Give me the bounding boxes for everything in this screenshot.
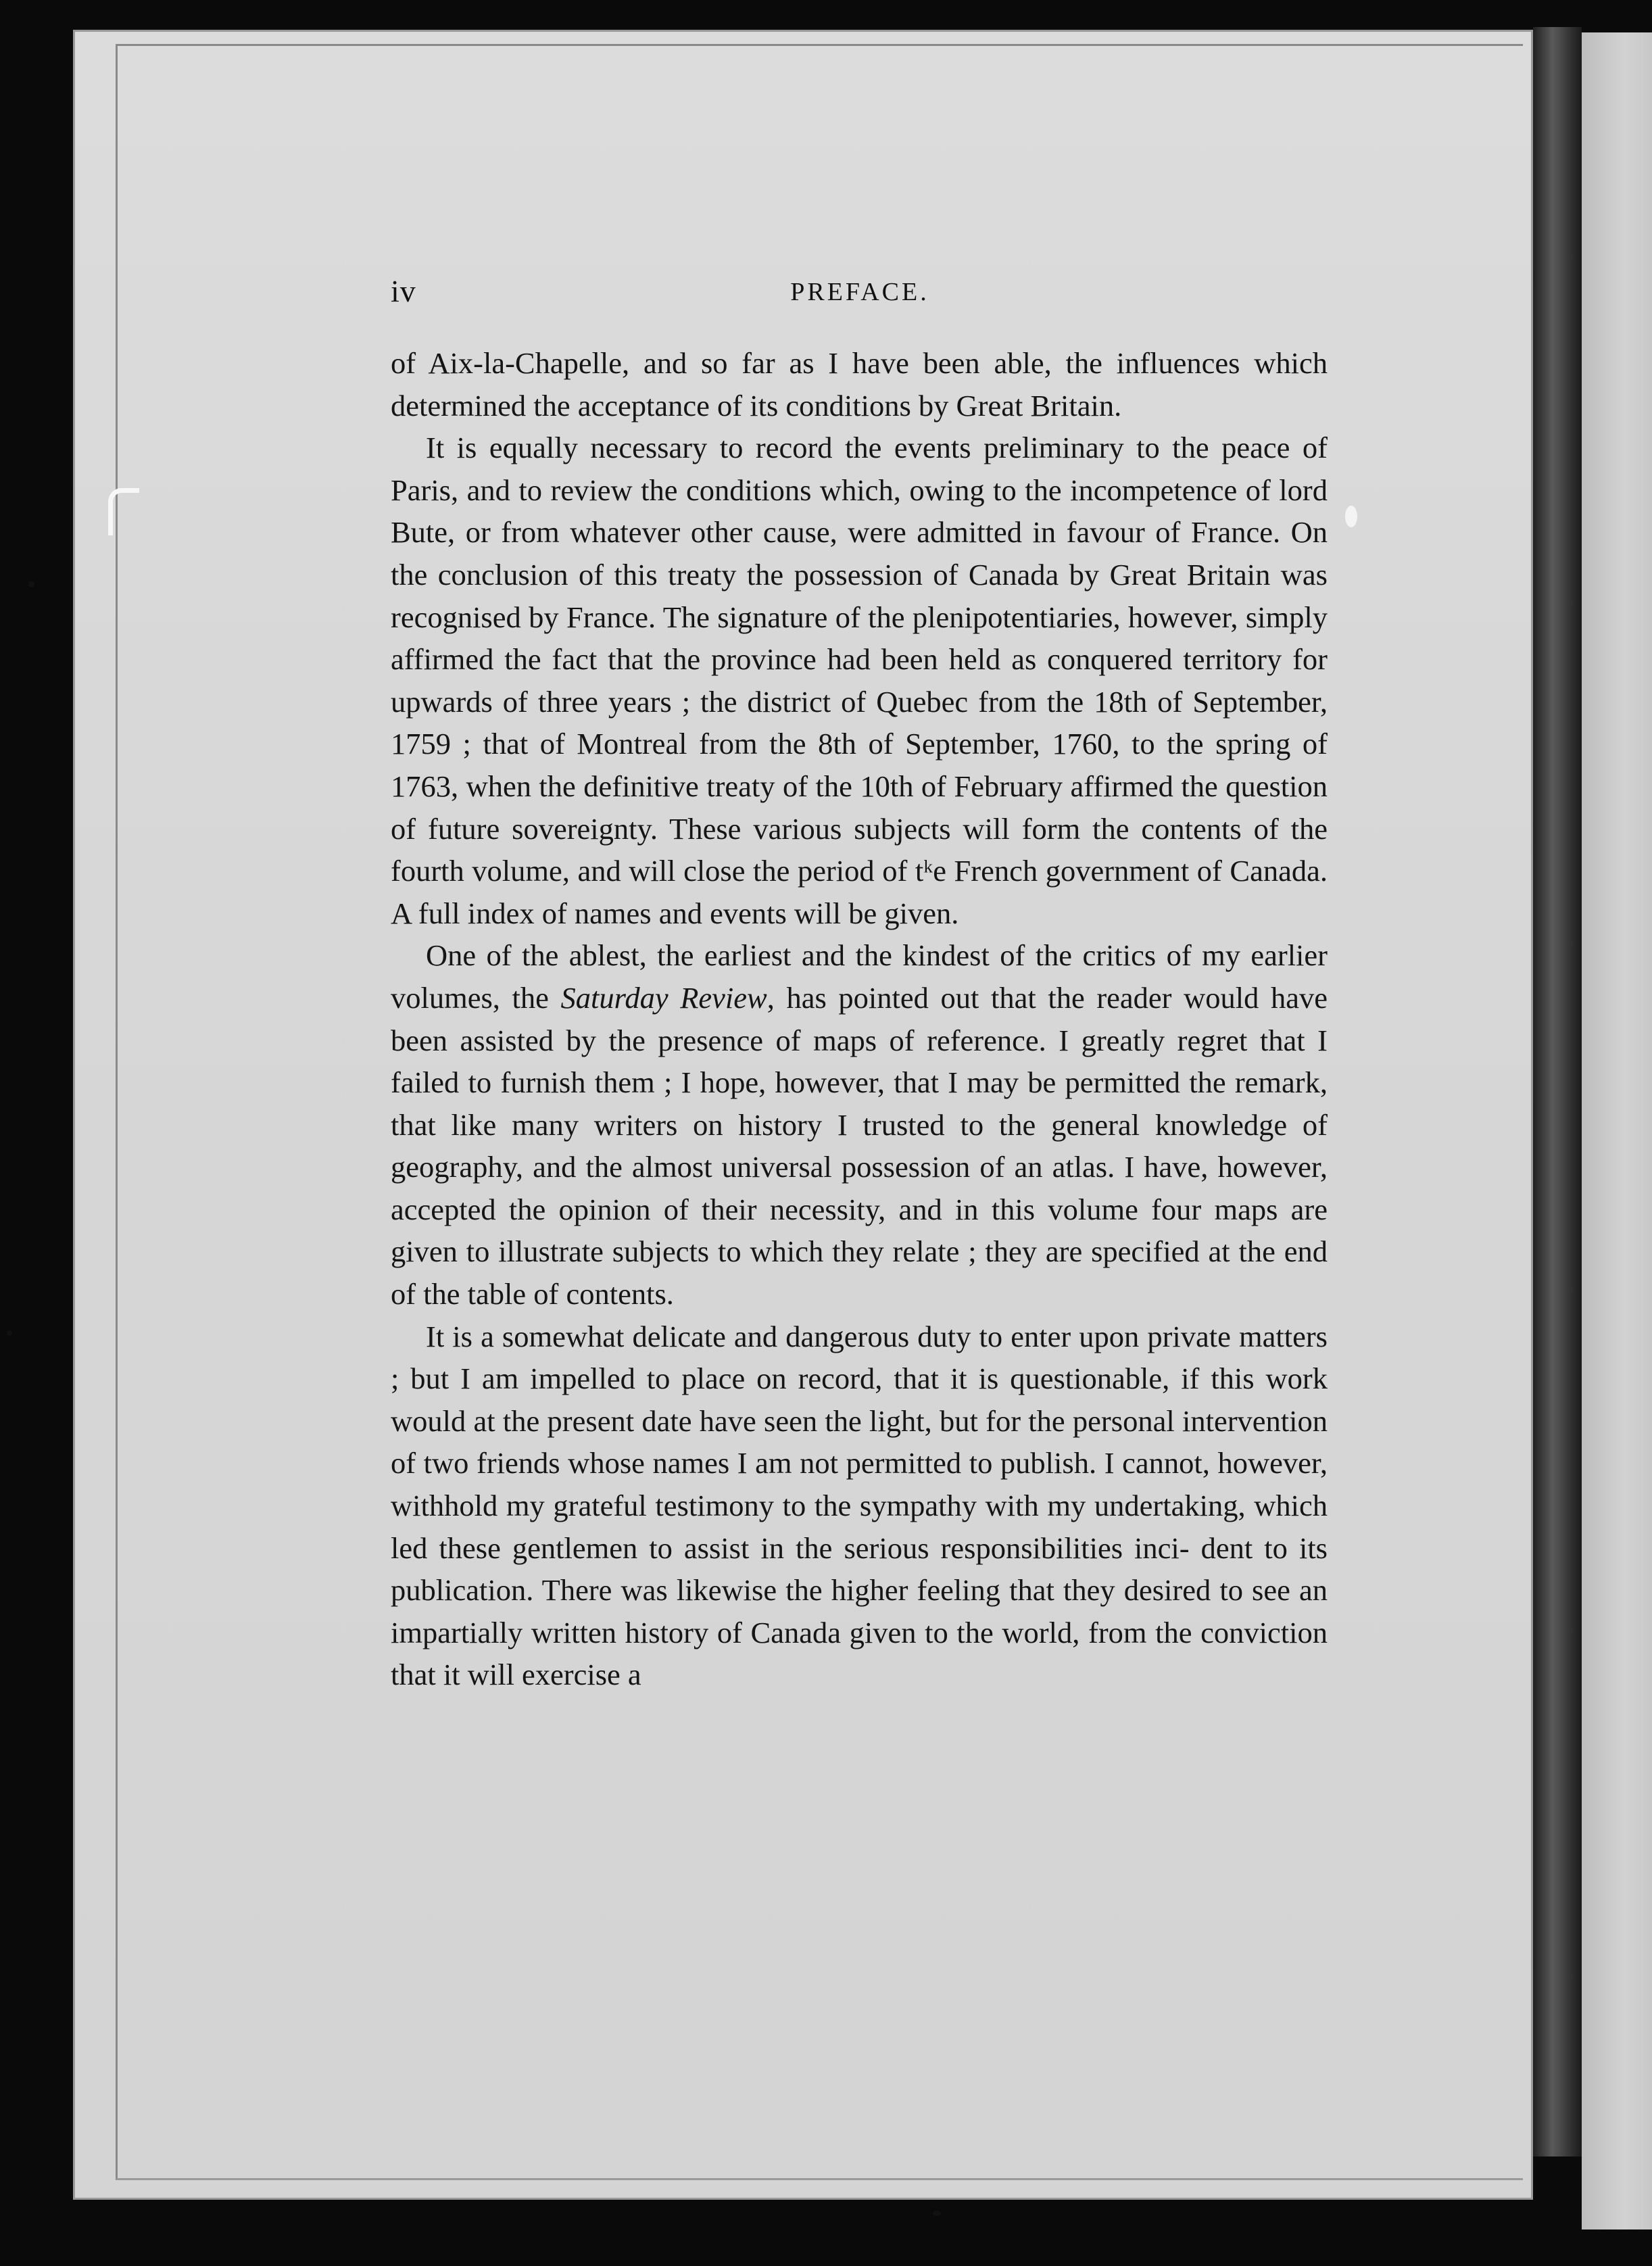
scan-corner-mark xyxy=(108,488,139,535)
page-heading: PREFACE. xyxy=(790,278,929,306)
paragraph-4: It is a somewhat delicate and dangerous duty to enter upon private matters ; but I am impelled to place on record, that it is questionable, if this work would at the present date have seen the light, but for the personal intervention of two friends whose names I am not permitted to publish. I cannot, however, withhold my grateful testimony to the sympathy with my undertaking, which led these gentlemen to assist in the serious responsibilities inci- dent to its publication. There was likewise the higher feeling that they desired to see an impartially written history of Canada given to the world, from the conviction that it will exercise a xyxy=(391,1319,1328,1692)
scan-speck xyxy=(28,581,34,587)
paragraph-3-text-before: One of the ablest, the earliest and the kindest of the critics of my earlier volumes, the xyxy=(391,938,1328,1015)
paragraph-1: of Aix-la-Chapelle, and so far as I have been able, the influences which determined the acceptance of its conditions by Great Britain. xyxy=(391,346,1328,423)
book-binding-shadow xyxy=(1533,27,1582,2156)
scan-speck xyxy=(7,1330,12,1336)
scan-speck xyxy=(1345,506,1357,527)
running-head xyxy=(391,273,1329,314)
italic-title-saturday-review: Saturday Review xyxy=(560,980,767,1015)
paragraph-3-text-after: , has pointed out that the reader would have been assisted by the presence of maps of reference. I greatly regret that I failed to furnish them ; I hope, however, that I may be permitted the remark, that like many writers on history I trusted to the general knowledge of geography, and the almost universal possession of an atlas. I have, however, accepted the opinion of their necessity, and in this volume four maps are given to illustrate subjects to which they relate ; they are specified at the end of the table of contents. xyxy=(391,980,1328,1311)
page-number: iv xyxy=(391,274,416,308)
scan-speck xyxy=(933,2211,941,2216)
paragraph-2: It is equally necessary to record the events preliminary to the peace of Paris, and to review the conditions which, owing to the incompetence of lord Bute, or from whatever other cause, were admitted in favour of France. On the conclusion of this treaty the possession of Canada by Great Britain was recognised by France. The signature of the plenipotentiaries, however, simply affirmed the fact that the province had been held as conquered territory for upwards of three years ; the district of Quebec from the 18th of September, 1759 ; that of Montreal from the 8th of September, 1760, to the spring of 1763, when the definitive treaty of the 10th of February affirmed the question of future sovereignty. These various subjects will form the contents of the fourth volume, and will close the period of tᵏe French government of Canada. A full index of names and events will be given. xyxy=(391,431,1328,930)
body-text xyxy=(391,342,1328,1696)
paragraph-3 xyxy=(391,934,1328,1315)
adjacent-page-edge xyxy=(1582,32,1652,2229)
